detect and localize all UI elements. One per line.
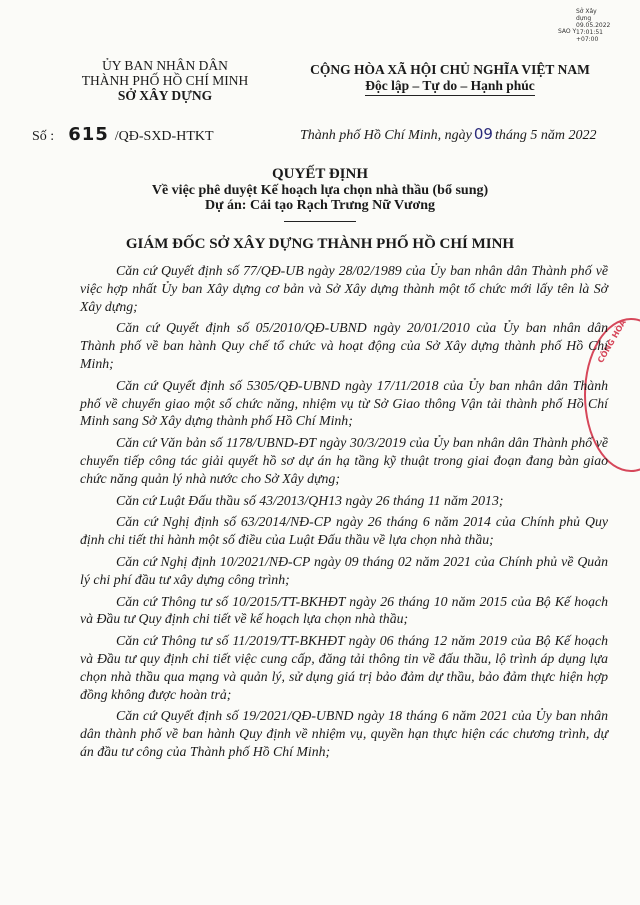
signer-line1: Sở Xây: [576, 8, 597, 15]
paragraph: Căn cứ Nghị định số 63/2014/NĐ-CP ngày 26 tháng 6 năm 2014 của Chính phủ Quy định chi tiết thi hành một số điều của Luật Đấu thầu về lựa chọn nhà thầu;: [80, 514, 608, 548]
agency-name: SỞ XÂY DỰNG: [117, 88, 213, 103]
paragraph: Căn cứ Thông tư số 10/2015/TT-BKHĐT ngày 26 tháng 10 năm 2015 của Bộ Kế hoạch và Đầu tư Quy định chi tiết về kế hoạch lựa chọn nhà thầu;: [80, 593, 608, 627]
document-body: [80, 262, 608, 765]
paragraph: Căn cứ Thông tư số 11/2019/TT-BKHĐT ngày 06 tháng 12 năm 2019 của Bộ Kế hoạch và Đầu tư quy định chi tiết việc cung cấp, đăng tải thông tin về đấu thầu, lộ trình áp dụng lựa chọn nhà thầu qua mạng và quản lý, sử dụng giá trị bảo đảm dự thầu, bảo đảm thực hiện hợp đồng không được hoàn trả;: [80, 633, 608, 702]
digital-signature-stamp: [558, 8, 638, 43]
issuing-agency-header: [60, 58, 270, 103]
title-divider: [284, 221, 356, 222]
signature-timezone: +07:00: [576, 36, 599, 43]
paragraph: Căn cứ Quyết định số 05/2010/QĐ-UBND ngày 20/01/2010 của Ủy ban nhân dân Thành phố về ban hành Quy chế tổ chức và hoạt động của Sở Xây dựng thành phố Hồ Chí Minh;: [80, 320, 608, 371]
copy-label: SAO Y: [558, 28, 577, 35]
doc-number-suffix: /QĐ-SXD-HTKT: [114, 129, 214, 144]
seal-text: CÔNG HÒA: [596, 318, 628, 365]
signature-time: 17:01:51: [576, 29, 603, 36]
paragraph: Căn cứ Quyết định số 5305/QĐ-UBND ngày 17/11/2018 của Ủy ban nhân dân Thành phố về chuyển giao một số chức năng, nhiệm vụ từ Sở Giao thông Vận tải thành phố Hồ Chí Minh sang Sở Xây dựng thành phố Hồ Chí Minh;: [80, 377, 608, 429]
agency-line2: THÀNH PHỐ HỒ CHÍ MINH: [81, 73, 249, 88]
signer-line2: dựng: [576, 15, 592, 22]
title-project: Dự án: Cải tạo Rạch Trưng Nữ Vương: [205, 198, 435, 213]
paragraph: Căn cứ Văn bản số 1178/UBND-ĐT ngày 30/3/2019 của Ủy ban nhân dân Thành phố về chuyển tiếp công tác giải quyết hồ sơ dự án hạ tầng kỹ thuật trong giai đoạn đang bàn giao chức năng quản lý nhà nước cho Sở Xây dựng;: [80, 435, 608, 486]
director-heading: GIÁM ĐỐC SỞ XÂY DỰNG THÀNH PHỐ HỒ CHÍ MINH: [125, 236, 515, 252]
national-title: CỘNG HÒA XÃ HỘI CHỦ NGHĨA VIỆT NAM: [310, 62, 590, 77]
paragraph: Căn cứ Quyết định số 19/2021/QĐ-UBND ngày 18 tháng 6 năm 2021 của Ủy ban nhân dân thành phố về ban hành Quy định về nhiệm vụ, quyền hạn thực hiện các chương trình, dự án đầu tư công của Thành phố Hồ Chí Minh;: [80, 708, 608, 759]
date-prefix: Thành phố Hồ Chí Minh, ngày: [300, 128, 472, 143]
national-motto: Độc lập – Tự do – Hạnh phúc: [365, 78, 535, 96]
document-number: [32, 124, 214, 145]
paragraph: Căn cứ Quyết định số 77/QĐ-UB ngày 28/02/1989 của Ủy ban nhân dân Thành phố về việc hợp nhất Ủy ban Xây dựng cơ bản và Sở Xây dựng thành một tổ chức mới lấy tên là Sở Xây dựng;: [80, 263, 608, 314]
decision-title: [0, 167, 640, 214]
agency-line1: ỦY BAN NHÂN DÂN: [102, 58, 228, 73]
title-heading: QUYẾT ĐỊNH: [272, 166, 368, 182]
issue-date: [300, 125, 596, 144]
national-header: [300, 62, 600, 96]
title-subject: Về việc phê duyệt Kế hoạch lựa chọn nhà thầu (bổ sung): [151, 182, 489, 198]
paragraph: Căn cứ Luật Đấu thầu số 43/2013/QH13 ngày 26 tháng 11 năm 2013;: [116, 492, 504, 508]
paragraph: Căn cứ Nghị định 10/2021/NĐ-CP ngày 09 tháng 02 năm 2021 của Chính phủ về Quản lý chi phí đầu tư xây dựng công trình;: [80, 553, 608, 587]
signature-date: 09.05.2022: [576, 22, 611, 29]
date-suffix: tháng 5 năm 2022: [494, 128, 597, 143]
date-day: 09: [473, 125, 493, 143]
doc-number-value: 615: [68, 124, 109, 145]
doc-number-prefix: Số :: [32, 129, 55, 144]
